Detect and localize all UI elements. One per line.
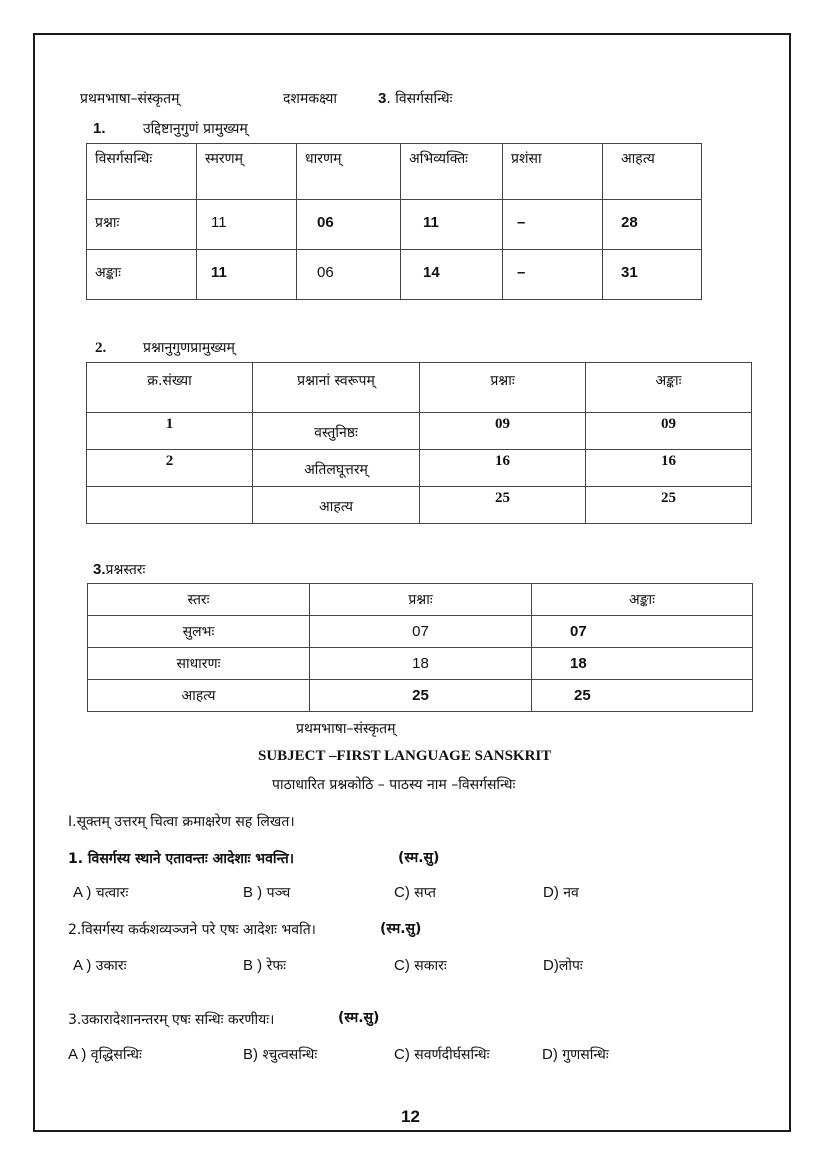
option-text: गुणसन्धिः [562, 1047, 609, 1063]
header-cell: आहत्य [603, 144, 702, 200]
header-cell: विसर्गसन्धिः [87, 144, 197, 200]
page-number: 12 [401, 1107, 420, 1126]
option-letter: D) [543, 884, 559, 901]
cell-value: – [503, 200, 603, 250]
row-label: अङ्काः [87, 250, 197, 300]
cell-value: 25 [532, 680, 753, 712]
cell-value: 25 [310, 680, 532, 712]
question-tag: (स्म.सु) [398, 850, 440, 866]
difficulty-table [87, 583, 753, 712]
header-cell: क्र.संख्या [87, 363, 253, 413]
cell-value: 25 [586, 487, 752, 524]
question-text: 1. विसर्गस्य स्थाने एतावन्तः आदेशाः भवन्ति। [68, 851, 295, 867]
option-letter: D) [543, 957, 559, 974]
cell-value: 14 [401, 250, 503, 300]
section3-number: 3. [93, 561, 106, 578]
header-cell: स्मरणम् [197, 144, 297, 200]
cell-value: 11 [197, 200, 297, 250]
option-letter: C) [394, 884, 410, 901]
serial-number: 2 [87, 450, 253, 487]
level-label: सुलभः [88, 616, 310, 648]
option-letter: A ) [68, 1046, 87, 1063]
option-c [394, 956, 447, 975]
table-row [87, 250, 702, 300]
cell-value: 11 [401, 200, 503, 250]
section2-title: प्रश्नानुगुणप्रामुख्यम् [143, 340, 235, 356]
option-letter: A ) [73, 884, 92, 901]
option-letter: B ) [243, 884, 263, 901]
question-type: वस्तुनिष्ठः [253, 413, 420, 450]
option-letter: B) [243, 1046, 258, 1063]
option-c [394, 1045, 489, 1064]
header-class: दशमकक्ष्या [283, 91, 338, 107]
table-row [87, 413, 752, 450]
question-tag: (स्म.सु) [338, 1010, 380, 1026]
header-cell: अङ्काः [586, 363, 752, 413]
table-header-row [87, 363, 752, 413]
option-text: लोपः [558, 958, 583, 974]
table-header-row [87, 144, 702, 200]
option-text: चत्वारः [95, 885, 129, 901]
option-d [542, 1045, 609, 1064]
subject-sanskrit: प्रथमभाषा–संस्कृतम् [296, 721, 396, 737]
cell-value: 09 [586, 413, 752, 450]
option-d [543, 956, 583, 975]
header-cell: प्रश्नाः [420, 363, 586, 413]
serial-number: 1 [87, 413, 253, 450]
header-cell: प्रश्नाः [310, 584, 532, 616]
cell-value: 07 [532, 616, 753, 648]
question-1 [68, 848, 294, 868]
table-row [88, 648, 753, 680]
table-header-row [88, 584, 753, 616]
level-label: आहत्य [88, 680, 310, 712]
table-row [88, 616, 753, 648]
cell-value: 07 [310, 616, 532, 648]
chapter-name: . विसर्गसन्धिः [386, 91, 453, 107]
cell-value: 31 [603, 250, 702, 300]
cell-value: 28 [603, 200, 702, 250]
section2-number: 2. [95, 340, 107, 356]
table-row [88, 680, 753, 712]
cell-value: 09 [420, 413, 586, 450]
question-tag: (स्म.सु) [380, 921, 422, 937]
serial-number [87, 487, 253, 524]
cell-value: 06 [297, 250, 401, 300]
instruction: I.सूक्तम् उत्तरम् चित्वा क्रमाक्षरेण सह लिखत। [68, 814, 295, 830]
option-text: सप्त [414, 885, 437, 901]
question-type: आहत्य [253, 487, 420, 524]
row-label: प्रश्नाः [87, 200, 197, 250]
level-label: साधारणः [88, 648, 310, 680]
option-a [73, 883, 128, 902]
section3-heading [93, 559, 145, 579]
section1-title: उद्दिष्टानुगुणं प्रामुख्यम् [143, 121, 248, 137]
option-a [68, 1045, 142, 1064]
option-text: सकारः [414, 958, 447, 974]
option-letter: C) [394, 957, 410, 974]
lesson-line: पाठाधारित प्रश्नकोठि – पाठस्य नाम –विसर्गसन्धिः [272, 777, 516, 793]
option-text: रेफः [266, 958, 286, 974]
question-type-table [86, 362, 752, 524]
option-text: उकारः [95, 958, 127, 974]
question-3-text: 3.उकारादेशानन्तरम् एषः सन्धिः करणीयः। [68, 1012, 275, 1028]
option-text: श्चुत्वसन्धिः [262, 1047, 318, 1063]
header-cell: स्तरः [88, 584, 310, 616]
cell-value: 16 [586, 450, 752, 487]
option-text: वृद्धिसन्धिः [90, 1047, 142, 1063]
table-row [87, 450, 752, 487]
option-letter: C) [394, 1046, 410, 1063]
header-subject: प्रथमभाषा–संस्कृतम् [80, 91, 180, 107]
option-letter: B ) [243, 957, 263, 974]
header-chapter [378, 88, 452, 108]
option-a [73, 956, 126, 975]
option-b [243, 883, 290, 902]
table-row [87, 487, 752, 524]
objectives-table [86, 143, 702, 300]
option-b [243, 956, 286, 975]
cell-value: 06 [297, 200, 401, 250]
section1-number: 1. [93, 120, 106, 137]
option-letter: D) [542, 1046, 558, 1063]
question-2-text: 2.विसर्गस्य कर्कशव्यञ्जने परे एषः आदेशः भवति। [68, 922, 316, 938]
option-text: सवर्णदीर्घसन्धिः [414, 1047, 490, 1063]
cell-value: – [503, 250, 603, 300]
option-d [543, 883, 579, 902]
option-c [394, 883, 436, 902]
cell-value: 11 [197, 250, 297, 300]
cell-value: 18 [310, 648, 532, 680]
header-cell: अभिव्यक्तिः [401, 144, 503, 200]
header-cell: धारणम् [297, 144, 401, 200]
chapter-number: 3 [378, 90, 387, 107]
option-text: पञ्च [266, 885, 291, 901]
subject-english: SUBJECT –FIRST LANGUAGE SANSKRIT [258, 748, 552, 764]
cell-value: 25 [420, 487, 586, 524]
option-b [243, 1045, 317, 1064]
header-cell: प्रशंसा [503, 144, 603, 200]
question-type: अतिलघूत्तरम् [253, 450, 420, 487]
option-letter: A ) [73, 957, 92, 974]
header-cell: अङ्काः [532, 584, 753, 616]
option-text: नव [563, 885, 579, 901]
table-row [87, 200, 702, 250]
cell-value: 18 [532, 648, 753, 680]
header-cell: प्रश्नानां स्वरूपम् [253, 363, 420, 413]
cell-value: 16 [420, 450, 586, 487]
section3-title: प्रश्नस्तरः [105, 562, 146, 578]
